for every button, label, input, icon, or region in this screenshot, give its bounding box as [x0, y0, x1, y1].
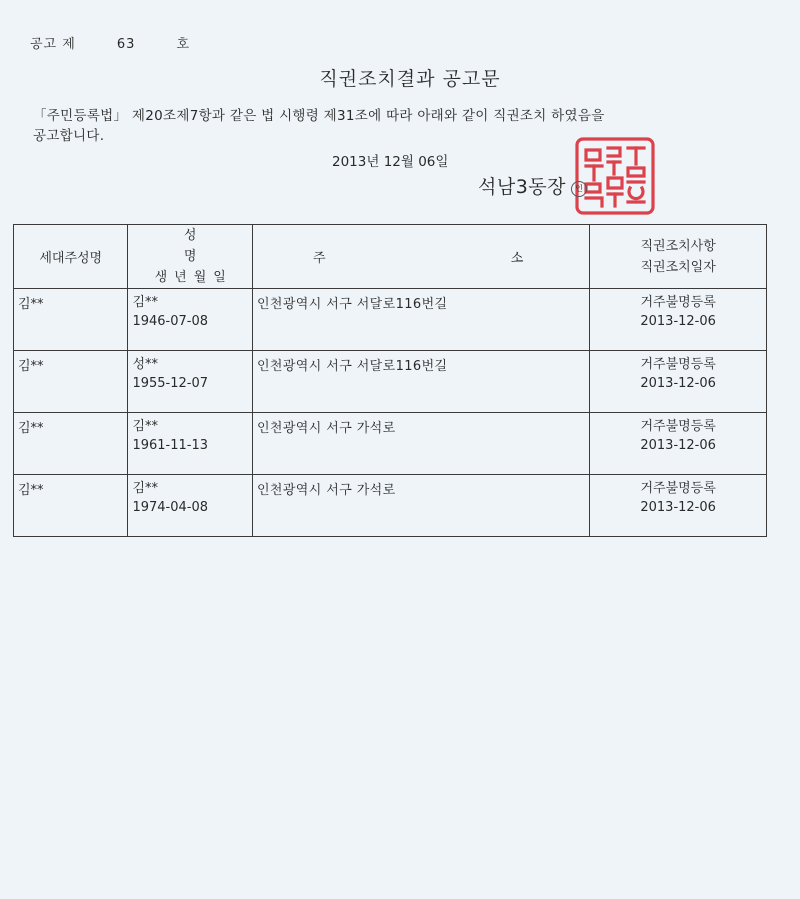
notice-date: 2013년 12월 06일 [332, 154, 449, 170]
table-header-row [14, 225, 767, 289]
cell-action [590, 413, 767, 475]
signer-title: 석남3동장 [478, 176, 567, 198]
cell-person-name: 김** [132, 295, 159, 310]
cell-head: 김** [14, 413, 128, 475]
cell-action [590, 475, 767, 537]
cell-action-type: 거주불명등록 [640, 481, 716, 496]
header-address [252, 225, 589, 289]
cell-person [128, 475, 252, 537]
cell-birth-date: 1974-04-08 [132, 500, 209, 515]
header-action-type: 직권조치사항 [640, 238, 716, 254]
cell-birth-date: 1946-07-08 [132, 314, 209, 329]
table-row [14, 413, 767, 475]
cell-person [128, 413, 252, 475]
notice-body-line-1: 「주민등록법」 제20조제7항과 같은 법 시행령 제31조에 따라 아래와 같이 직권조치 하였음을 [33, 108, 605, 124]
official-seal-icon [574, 136, 656, 216]
cell-person [128, 289, 252, 351]
cell-address: 인천광역시 서구 서달로116번길 [252, 289, 589, 351]
cell-action-date: 2013-12-06 [640, 314, 716, 329]
cell-action-date: 2013-12-06 [640, 500, 716, 515]
table-row [14, 475, 767, 537]
header-address-right: 소 [510, 251, 524, 266]
header-address-left: 주 [312, 251, 326, 266]
table-row [14, 289, 767, 351]
cell-person-name: 김** [132, 481, 159, 496]
cell-action-type: 거주불명등록 [640, 357, 716, 372]
header-name: 성명 [183, 228, 239, 264]
results-table [13, 224, 767, 537]
cell-head: 김** [14, 351, 128, 413]
cell-address: 인천광역시 서구 가석로 [252, 475, 589, 537]
header-action [590, 225, 767, 289]
cell-action-date: 2013-12-06 [640, 438, 716, 453]
cell-person-name: 김** [132, 419, 159, 434]
header-name-birth [128, 225, 252, 289]
notice-number: 공고 제 63 호 [30, 37, 191, 52]
cell-action-type: 거주불명등록 [640, 295, 716, 310]
table-row [14, 351, 767, 413]
header-action-date: 직권조치일자 [640, 259, 716, 275]
cell-address: 인천광역시 서구 가석로 [252, 413, 589, 475]
header-head-of-household: 세대주성명 [14, 225, 128, 289]
header-birth: 생년월일 [154, 270, 233, 285]
cell-person [128, 351, 252, 413]
page-title: 직권조치결과 공고문 [319, 68, 501, 90]
cell-birth-date: 1955-12-07 [132, 376, 209, 391]
cell-birth-date: 1961-11-13 [132, 438, 209, 453]
cell-action [590, 289, 767, 351]
cell-action-date: 2013-12-06 [640, 376, 716, 391]
cell-head: 김** [14, 289, 128, 351]
notice-body-line-2: 공고합니다. [33, 128, 105, 144]
cell-action [590, 351, 767, 413]
cell-address: 인천광역시 서구 서달로116번길 [252, 351, 589, 413]
cell-action-type: 거주불명등록 [640, 419, 716, 434]
signer-mark: 인 [571, 181, 587, 197]
cell-person-name: 성** [132, 357, 159, 372]
cell-head: 김** [14, 475, 128, 537]
